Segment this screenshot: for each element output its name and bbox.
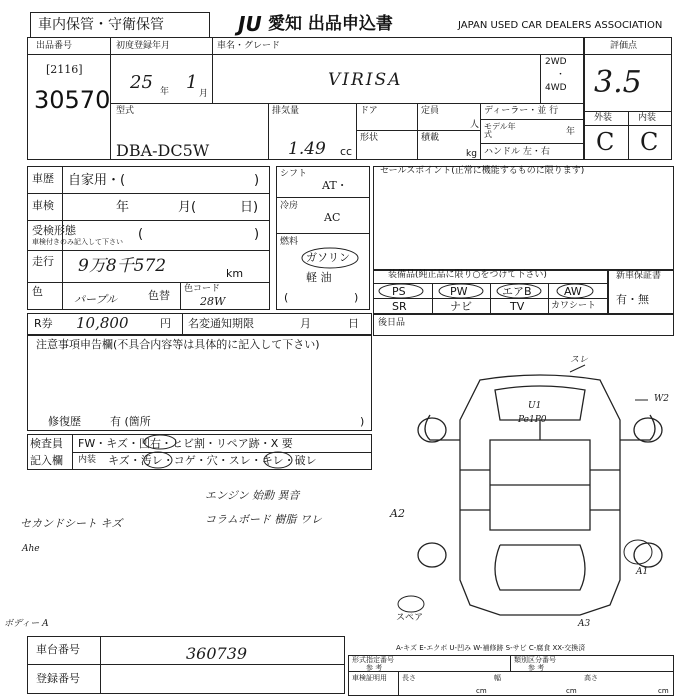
- rear-items-label: 後日品: [378, 318, 406, 328]
- length-unit: cm: [476, 687, 487, 695]
- spare-label: スペア: [396, 613, 424, 623]
- color-code-label: 色コード: [184, 284, 221, 294]
- equip-tv: TV: [510, 300, 525, 313]
- width-unit: cm: [566, 687, 577, 695]
- load-unit: kg: [466, 149, 477, 159]
- form-title: 愛知 出品申込書: [268, 14, 393, 34]
- damage-legend: A-キズ E-エクボ U-凹み W-補修跡 S-サビ C-腐食 XX-交換済: [396, 644, 586, 652]
- capacity-unit: 人: [470, 120, 480, 130]
- equip-pw: PW: [450, 285, 468, 298]
- model-label: 型式: [116, 106, 135, 116]
- recycle-value: 10,800: [76, 314, 129, 332]
- repair-value: 有 (箇所: [110, 415, 151, 428]
- acceptance-close: ): [254, 227, 260, 242]
- cooling-label: 冷房: [280, 201, 299, 211]
- note-body: ボディー A: [4, 619, 49, 629]
- interior-label: 内装: [638, 113, 657, 123]
- transfer-label: 名変通知期限: [188, 317, 254, 330]
- diagram-a2: A2: [390, 507, 405, 520]
- inspector-circles: [72, 434, 372, 470]
- history-value: 自家用・(: [68, 173, 126, 188]
- exterior-grade: C: [596, 128, 615, 156]
- dealer-label: ディーラー・並 行: [484, 106, 559, 116]
- exterior-label: 外装: [594, 113, 613, 123]
- load-label: 積載: [421, 133, 440, 143]
- equip-ps: PS: [392, 285, 406, 298]
- vehicle-number-value: 360739: [186, 644, 248, 663]
- recycle-unit: 円: [160, 317, 171, 330]
- equip-navi: ナビ: [450, 300, 472, 313]
- handle-label: ハンドル 左・右: [484, 147, 550, 157]
- transfer-day: 日: [348, 317, 359, 330]
- fuel-circle: [300, 246, 360, 270]
- model-year-unit: 年: [566, 127, 576, 137]
- warranty-label: 新車保証書: [616, 271, 662, 281]
- mileage-value: 9万8千572: [78, 256, 167, 276]
- equip-aw: AW: [564, 285, 582, 298]
- color-value: パープル: [74, 293, 118, 306]
- history-label: 車歴: [32, 172, 54, 185]
- equip-airbag: エアB: [502, 285, 532, 298]
- shift-label: シフト: [280, 169, 308, 179]
- repair-close: ): [360, 415, 365, 428]
- color-label: 色: [32, 285, 43, 298]
- displacement-unit: cc: [340, 145, 353, 158]
- inspection-month: 月(: [178, 200, 197, 215]
- footer-table: [348, 655, 674, 696]
- mileage-unit: km: [226, 267, 244, 280]
- diagram-top-note: スレ: [570, 355, 589, 365]
- rating-label: 評価点: [610, 41, 638, 51]
- length-label: 長さ: [402, 674, 416, 682]
- diagram-u1: U1: [528, 401, 542, 411]
- diagram-a1: A1: [636, 567, 649, 577]
- note-engine: エンジン 始動 異音: [205, 489, 300, 502]
- spare-tire-icon: [396, 594, 426, 614]
- lot-number: 30570: [34, 86, 111, 114]
- diagram-a3: A3: [578, 619, 591, 629]
- displacement-label: 排気量: [272, 106, 300, 116]
- sales-point-section: [373, 166, 674, 270]
- fuel-diesel: 軽 油: [306, 271, 332, 284]
- shape-label: 形状: [360, 133, 379, 143]
- height-label: 高さ: [584, 674, 598, 682]
- registration-number-label: 登録番号: [36, 672, 80, 685]
- color-code-value: 28W: [200, 295, 226, 308]
- acceptance-label: 受検形態: [32, 224, 76, 237]
- repair-label: 修復歴: [48, 415, 81, 428]
- inspector-entry-label: 記入欄: [30, 454, 63, 467]
- acceptance-note: 車検付きのみ記入して下さい: [32, 238, 123, 246]
- inspector-interior-label: 内装: [78, 455, 97, 465]
- note-second-seat: セカンドシート キズ: [20, 517, 123, 530]
- door-label: ドア: [360, 106, 378, 116]
- form-number-label: 形式指定番号: [352, 656, 394, 664]
- rating-score: 3.5: [594, 65, 642, 100]
- storage-label: 車内保管・守衛保管: [38, 17, 164, 33]
- lot-sub-number: [2116]: [46, 63, 83, 76]
- sales-point-label: セールスポイント(正常に機能するものに限ります): [380, 166, 585, 176]
- equip-leather: カワシート: [551, 301, 597, 311]
- model-value: DBA-DC5W: [116, 141, 210, 160]
- car-name-value: VIRISA: [328, 70, 403, 90]
- vehicle-number-label: 車台番号: [36, 643, 80, 656]
- width-label: 幅: [494, 674, 501, 682]
- model-year-label: モデル年式: [484, 122, 516, 139]
- mileage-label: 走行: [32, 255, 54, 268]
- registration-month: 1: [186, 72, 198, 93]
- registration-month-unit: 月: [199, 89, 209, 99]
- recycle-label: R券: [34, 317, 53, 330]
- fuel-gasoline: ガソリン: [306, 251, 350, 264]
- history-close: ): [254, 173, 260, 188]
- capacity-label: 定員: [421, 106, 440, 116]
- form-ref-label: 参 考: [366, 664, 383, 672]
- shift-value: AT・: [322, 179, 348, 192]
- equipment-label: 装備品(純正品に限り○をつけて下さい): [388, 270, 547, 280]
- color-change-label: 色替: [148, 289, 170, 302]
- inspector-interior-row: キズ・汚レ・コゲ・穴・スレ・キレ・破レ: [108, 454, 317, 467]
- lot-number-label: 出品番号: [36, 41, 73, 51]
- note-console: コラムボード 樹脂 ワレ: [205, 513, 322, 526]
- warranty-value: 有・無: [616, 293, 649, 306]
- rear-items-section: [373, 314, 674, 336]
- registration-year: 25: [130, 72, 153, 93]
- cooling-value: AC: [324, 211, 341, 224]
- displacement-value: 1.49: [288, 139, 326, 159]
- drive-2wd: 2WD: [545, 57, 567, 67]
- cert-label: 車検証明用: [352, 674, 387, 682]
- note-small: Ahe: [22, 544, 40, 554]
- height-unit: cm: [658, 687, 669, 695]
- transfer-month: 月: [300, 317, 311, 330]
- acceptance-open: (: [138, 227, 144, 242]
- class-ref-label: 参 考: [528, 664, 545, 672]
- inspector-label: 検査員: [30, 437, 63, 450]
- notes-label: 注意事項申告欄(不具合内容等は具体的に記入して下さい): [36, 338, 320, 351]
- fuel-close: ): [354, 291, 359, 304]
- interior-grade: C: [640, 128, 659, 156]
- registration-year-unit: 年: [160, 87, 170, 97]
- inspection-day: 日): [240, 200, 259, 215]
- car-name-label: 車名・グレード: [217, 41, 281, 51]
- inspector-exterior-row: FW・キズ・凹右・ヒビ割・リペア跡・X 要: [78, 437, 293, 450]
- diagram-w2: W2: [654, 394, 669, 404]
- inspection-label: 車検: [32, 199, 54, 212]
- class-number-label: 類別区分番号: [514, 656, 556, 664]
- equipment-circles: [373, 283, 608, 299]
- ju-logo: JU: [238, 12, 262, 36]
- fuel-label: 燃料: [280, 237, 299, 247]
- registration-label: 初度登録年月: [116, 41, 171, 51]
- inspection-year: 年: [116, 200, 130, 215]
- equip-sr: SR: [392, 300, 407, 313]
- fuel-open: (: [284, 291, 289, 304]
- diagram-u1-note: Pe1P0: [518, 415, 547, 425]
- association-name: JAPAN USED CAR DEALERS ASSOCIATION: [458, 20, 663, 31]
- drive-4wd: 4WD: [545, 83, 567, 93]
